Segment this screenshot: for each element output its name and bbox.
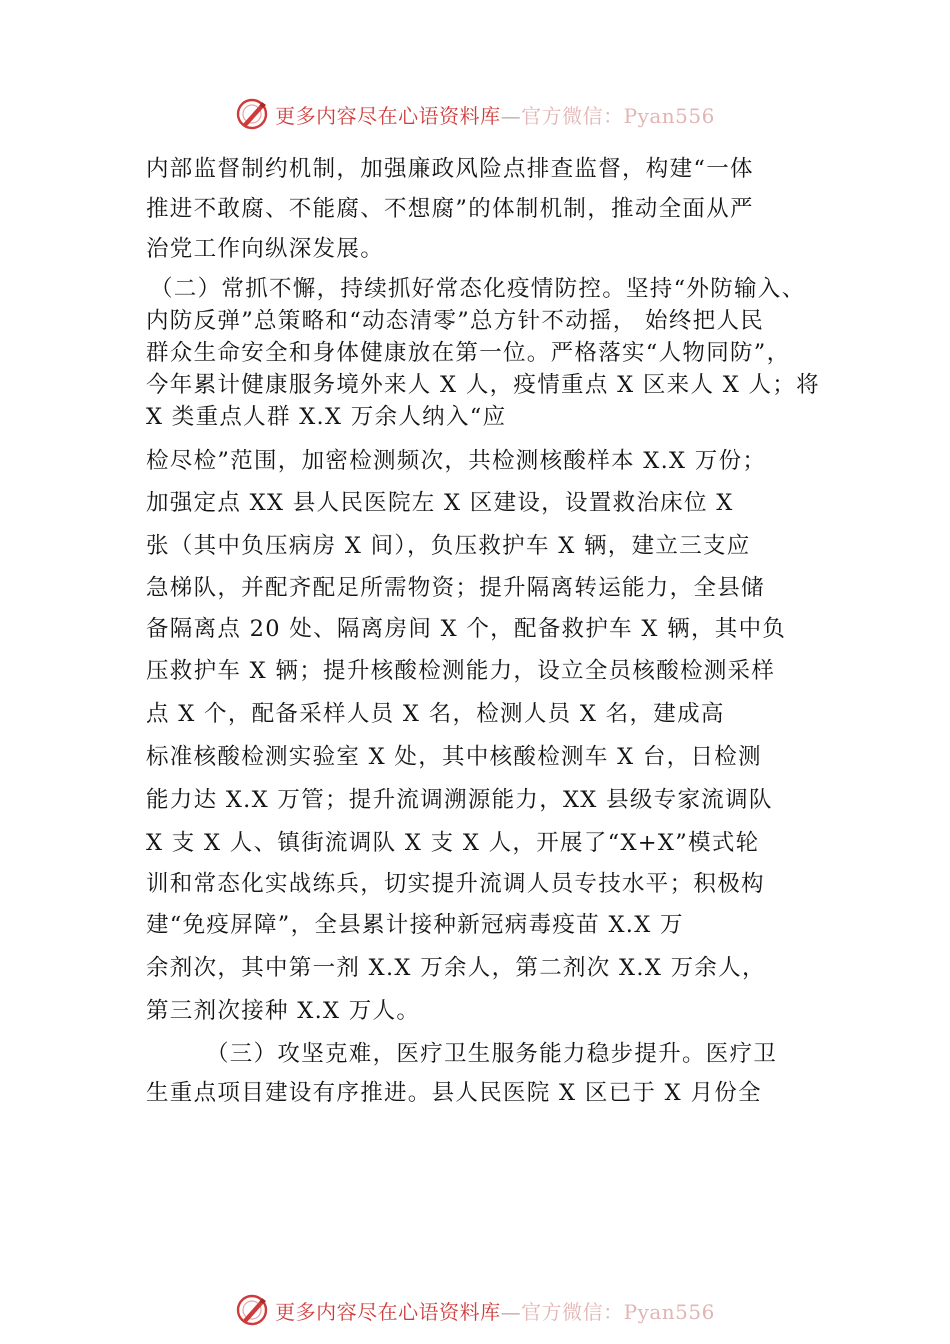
header-watermark [0, 94, 950, 134]
watermark-text [275, 1296, 715, 1325]
section-heading-line: （二）常抓不懈，持续抓好常态化疫情防控。坚持“外防输入、 [150, 276, 806, 302]
body-line: 点 X 个，配备采样人员 X 名，检测人员 X 名，建成高 [146, 701, 725, 727]
watermark-wechat-id: Pyan556 [623, 1299, 715, 1324]
body-line: 加强定点 XX 县人民医院左 X 区建设，设置救治床位 X [146, 490, 734, 516]
body-line: 建“免疫屏障”，全县累计接种新冠病毒疫苗 X.X 万 [146, 912, 684, 938]
body-line: 推进不敢腐、不能腐、不想腐”的体制机制，推动全面从严 [146, 196, 754, 222]
body-line: 群众生命安全和身体健康放在第一位。严格落实“人物同防”， [146, 340, 791, 366]
watermark-wechat-label: 官方微信： [521, 103, 624, 128]
body-line: 第三剂次接种 X.X 万人。 [146, 998, 421, 1024]
body-line: 治党工作向纵深发展。 [146, 236, 385, 262]
section-heading-line: （三）攻坚克难，医疗卫生服务能力稳步提升。医疗卫 [206, 1041, 778, 1067]
watermark-wechat-label: 官方微信： [521, 1299, 624, 1324]
body-line: 生重点项目建设有序推进。县人民医院 X 区已于 X 月份全 [146, 1080, 762, 1106]
body-line: 急梯队，并配齐配足所需物资；提升隔离转运能力，全县储 [146, 575, 765, 601]
watermark-separator: — [500, 103, 522, 128]
watermark-separator: — [500, 1299, 522, 1324]
body-line: 今年累计健康服务境外来人 X 人，疫情重点 X 区来人 X 人；将 [146, 372, 820, 398]
body-line: 内防反弹”总策略和“动态清零”总方针不动摇， 始终把人民 [146, 308, 765, 334]
body-line: 标准核酸检测实验室 X 处，其中核酸检测车 X 台，日检测 [146, 744, 762, 770]
body-line: X 支 X 人、镇街流调队 X 支 X 人，开展了“X+X”模式轮 [146, 830, 760, 856]
watermark-group [235, 1293, 715, 1327]
footer-watermark [0, 1290, 950, 1330]
pen-seal-logo-icon [235, 97, 269, 131]
body-line: 余剂次，其中第一剂 X.X 万余人，第二剂次 X.X 万余人， [146, 955, 766, 981]
body-line: X 类重点人群 X.X 万余人纳入“应 [146, 404, 507, 430]
body-line: 内部监督制约机制，加强廉政风险点排查监督，构建“一体 [146, 156, 754, 182]
body-line: 备隔离点 20 处、隔离房间 X 个，配备救护车 X 辆，其中负 [146, 616, 787, 642]
watermark-site-name: 更多内容尽在心语资料库 [275, 103, 501, 128]
body-line: 张（其中负压病房 X 间），负压救护车 X 辆，建立三支应 [146, 533, 751, 559]
body-line: 能力达 X.X 万管；提升流调溯源能力，XX 县级专家流调队 [146, 787, 773, 813]
watermark-site-name: 更多内容尽在心语资料库 [275, 1299, 501, 1324]
watermark-wechat-id: Pyan556 [623, 103, 715, 128]
pen-seal-logo-icon [235, 1293, 269, 1327]
watermark-text [275, 100, 715, 129]
body-line: 压救护车 X 辆；提升核酸检测能力，设立全员核酸检测采样 [146, 658, 776, 684]
body-line: 检尽检”范围，加密检测频次，共检测核酸样本 X.X 万份； [146, 448, 767, 474]
watermark-group [235, 97, 715, 131]
body-line: 训和常态化实战练兵，切实提升流调人员专技水平；积极构 [146, 871, 765, 897]
